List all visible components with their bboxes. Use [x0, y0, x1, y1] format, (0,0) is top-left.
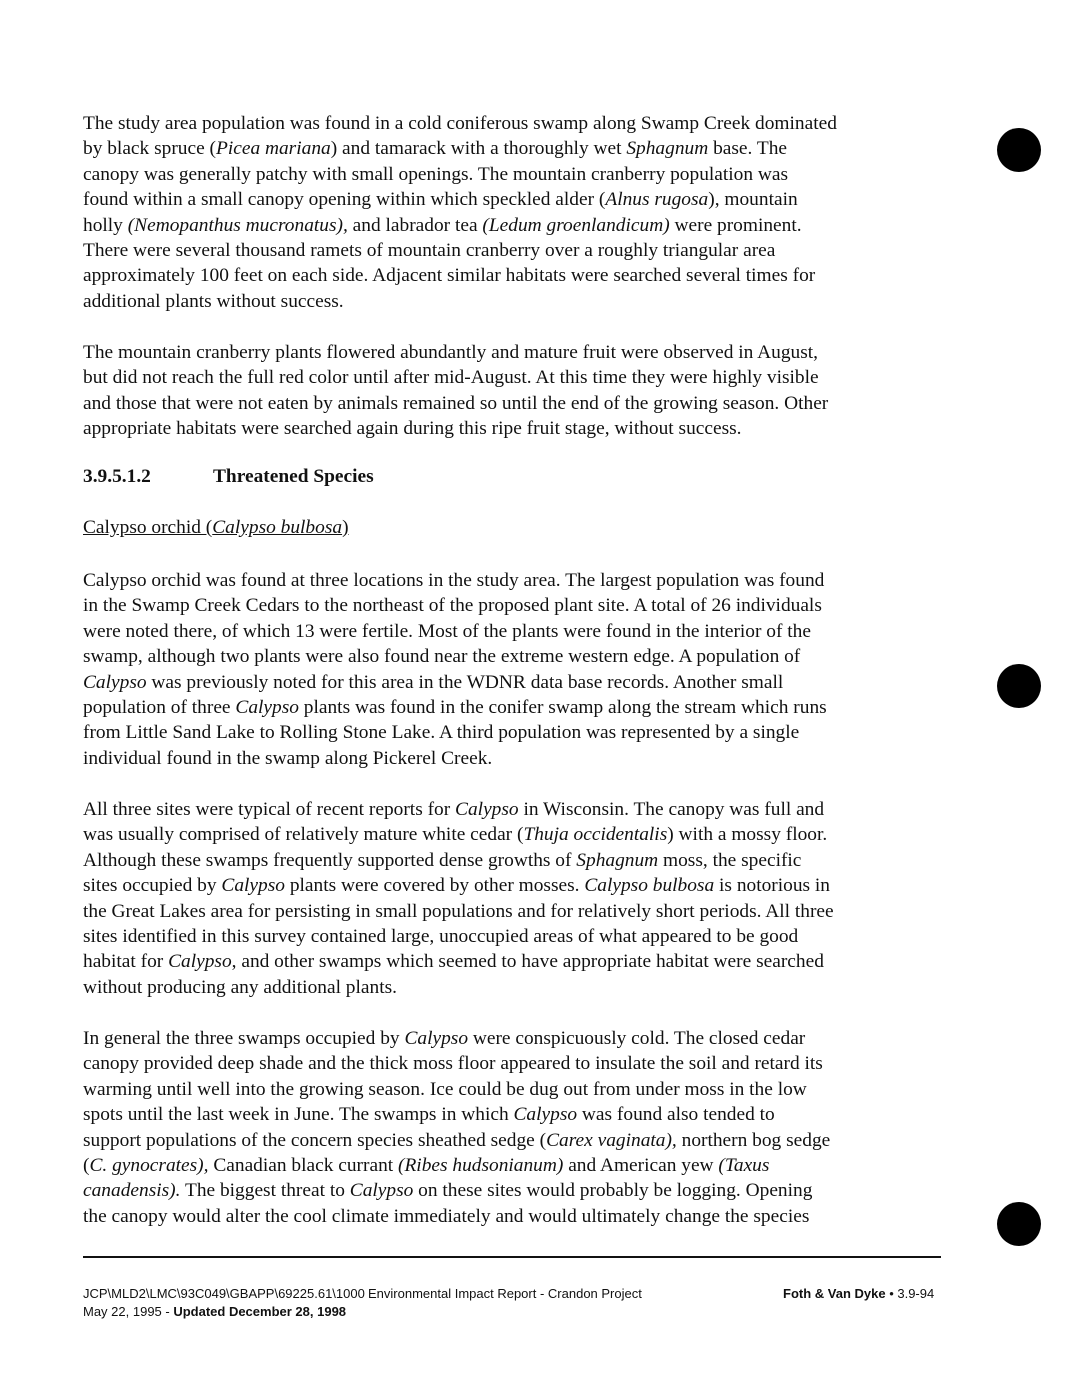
- italic-text-run: Calypso: [83, 671, 147, 693]
- text-run: ), mountain: [708, 189, 798, 211]
- text-run: population of three: [83, 697, 236, 719]
- text-run: by black spruce (: [83, 138, 216, 160]
- section-number: 3.9.5.1.2: [83, 466, 151, 487]
- text-run: and those that were not eaten by animals remained so until the end of the growing season. Other: [83, 392, 829, 414]
- text-run: canopy provided deep shade and the thick moss floor appeared to insulate the soil and retard its: [83, 1053, 823, 1075]
- text-line: [83, 1128, 923, 1153]
- text-run: , and other swamps which seemed to have appropriate habitat were searched: [231, 951, 824, 973]
- punch-hole-middle: [997, 664, 1041, 708]
- text-line: [83, 1077, 923, 1102]
- text-line: [83, 848, 923, 873]
- italic-text-run: Carex vaginata),: [546, 1129, 677, 1151]
- text-run: found within a small canopy opening within which speckled alder (: [83, 189, 606, 211]
- text-run: on these sites would probably be logging. Opening: [413, 1180, 813, 1202]
- text-run: were prominent.: [669, 214, 802, 236]
- text-run: plants was found in the conifer swamp along the stream which runs: [298, 697, 827, 719]
- italic-text-run: Alnus rugosa: [605, 189, 709, 211]
- footer-date-original: May 22, 1995 -: [83, 1304, 174, 1319]
- footer-file-path: JCP\MLD2\LMC\93C049\GBAPP\69225.61\1000: [83, 1286, 365, 1301]
- italic-text-run: Calypso: [349, 1180, 414, 1202]
- text-run: from Little Sand Lake to Rolling Stone Lake. A third population was represented by a single: [83, 722, 800, 744]
- text-run: The biggest threat to: [180, 1180, 350, 1202]
- text-line: [83, 187, 923, 212]
- text-line: [83, 899, 923, 924]
- text-run: Calypso orchid was found at three locations in the study area. The largest population was found: [83, 570, 825, 591]
- text-run: moss, the specific: [658, 849, 802, 871]
- text-run: is notorious in: [714, 875, 831, 897]
- italic-text-run: Picea mariana: [216, 138, 331, 160]
- text-line: [83, 1153, 923, 1178]
- text-run: northern bog sedge: [676, 1129, 831, 1151]
- text-run: plants were covered by other mosses.: [284, 875, 585, 897]
- text-line: [83, 289, 923, 314]
- subheading-suffix: ): [342, 517, 349, 538]
- text-line: [83, 391, 923, 416]
- text-run: (: [83, 1155, 90, 1177]
- text-run: The study area population was found in a cold coniferous swamp along Swamp Creek dominated: [83, 113, 837, 134]
- italic-text-run: Calypso: [235, 697, 299, 719]
- text-line: [83, 111, 923, 136]
- text-run: Although these swamps frequently supported dense growths of: [83, 849, 577, 871]
- text-run: The mountain cranberry plants flowered abundantly and mature fruit were observed in August,: [83, 342, 818, 363]
- text-run: the canopy would alter the cool climate immediately and would ultimately change the species: [83, 1205, 810, 1227]
- text-run: individual found in the swamp along Pickerel Creek.: [83, 747, 493, 769]
- italic-text-run: (Taxus: [718, 1155, 770, 1177]
- text-line: [83, 924, 923, 949]
- text-line: [83, 695, 923, 720]
- italic-text-run: Calypso: [513, 1104, 578, 1126]
- italic-text-run: (Ribes hudsonianum): [398, 1155, 564, 1177]
- text-run: There were several thousand ramets of mountain cranberry over a roughly triangular area: [83, 240, 776, 262]
- text-line: [83, 238, 923, 263]
- text-line: [83, 797, 923, 822]
- text-run: ) with a mossy floor.: [667, 824, 828, 846]
- italic-text-run: (Nemopanthus mucronatus),: [127, 214, 348, 236]
- text-run: the Great Lakes area for persisting in small populations and for relatively short periods. All three: [83, 900, 834, 922]
- text-run: were conspicuously cold. The closed cedar: [468, 1028, 806, 1049]
- text-run: was previously noted for this area in the WDNR data base records. Another small: [146, 671, 784, 693]
- italic-text-run: Thuja occidentalis: [523, 824, 668, 846]
- text-run: habitat for: [83, 951, 169, 973]
- text-run: was usually comprised of relatively mature white cedar (: [83, 824, 524, 846]
- text-line: [83, 593, 923, 618]
- text-run: ) and tamarack with a thoroughly wet: [330, 138, 627, 160]
- text-line: [83, 822, 923, 847]
- text-run: sites occupied by: [83, 875, 222, 897]
- text-run: in the Swamp Creek Cedars to the northeast of the proposed plant site. A total of 26 individuals: [83, 595, 822, 617]
- text-run: base. The: [708, 138, 788, 160]
- text-line: [83, 416, 923, 441]
- paragraph-mountain-cranberry-fruit: [83, 340, 923, 442]
- italic-text-run: Calypso bulbosa: [584, 875, 715, 897]
- italic-text-run: Calypso: [221, 875, 285, 897]
- text-line: [83, 1102, 923, 1127]
- text-line: [83, 619, 923, 644]
- text-line: [83, 873, 923, 898]
- text-run: approximately 100 feet on each side. Adjacent similar habitats were searched several times for: [83, 265, 816, 287]
- text-run: spots until the last week in June. The swamps in which: [83, 1104, 514, 1126]
- text-run: support populations of the concern species sheathed sedge (: [83, 1129, 547, 1151]
- footer-firm-name: Foth & Van Dyke: [783, 1286, 886, 1301]
- text-run: All three sites were typical of recent reports for: [83, 799, 456, 820]
- text-line: [83, 213, 923, 238]
- text-run: and American yew: [563, 1155, 719, 1177]
- text-run: in Wisconsin. The canopy was full and: [518, 799, 825, 820]
- italic-text-run: Calypso: [168, 951, 232, 973]
- footer-page-number: 3.9-94: [897, 1286, 935, 1301]
- italic-text-run: Calypso: [404, 1028, 469, 1049]
- text-line: [83, 1204, 923, 1229]
- text-line: [83, 263, 923, 288]
- footer-dates: [83, 1303, 365, 1321]
- paragraph-mountain-cranberry-habitat: [83, 111, 923, 314]
- text-run: holly: [83, 214, 128, 236]
- subheading-italic: Calypso bulbosa: [212, 517, 343, 538]
- footer-report-title: Environmental Impact Report - Crandon Project: [368, 1286, 642, 1301]
- text-run: was found also tended to: [577, 1104, 775, 1126]
- italic-text-run: C. gynocrates),: [89, 1155, 209, 1177]
- species-subheading: [83, 517, 349, 539]
- text-line: [83, 1026, 923, 1051]
- text-line: [83, 644, 923, 669]
- text-run: additional plants without success.: [83, 290, 344, 312]
- text-run: sites identified in this survey contained large, unoccupied areas of what appeared to be good: [83, 926, 799, 948]
- italic-text-run: Sphagnum: [626, 138, 709, 160]
- paragraph-calypso-swamps: [83, 1026, 923, 1229]
- text-run: without producing any additional plants.: [83, 976, 397, 998]
- italic-text-run: canadensis).: [83, 1180, 181, 1202]
- text-line: [83, 746, 923, 771]
- text-line: [83, 136, 923, 161]
- text-run: were noted there, of which 13 were fertile. Most of the plants were found in the interior of the: [83, 620, 811, 642]
- text-run: In general the three swamps occupied by: [83, 1028, 405, 1049]
- footer-date-updated: Updated December 28, 1998: [173, 1304, 347, 1319]
- footer-page-info: [783, 1285, 934, 1303]
- text-line: [83, 949, 923, 974]
- text-run: Canadian black currant: [208, 1155, 398, 1177]
- text-line: [83, 365, 923, 390]
- italic-text-run: Calypso: [455, 799, 519, 820]
- footer-bullet: •: [885, 1286, 898, 1301]
- subheading-prefix: Calypso orchid (: [83, 517, 213, 538]
- footer-divider: [83, 1256, 941, 1258]
- paragraph-calypso-locations: [83, 568, 923, 771]
- text-run: and labrador tea: [347, 214, 483, 236]
- section-title: Threatened Species: [213, 466, 374, 487]
- text-run: swamp, although two plants were also found near the extreme western edge. A population of: [83, 646, 801, 668]
- text-line: [83, 975, 923, 1000]
- text-run: appropriate habitats were searched again during this ripe fruit stage, without success.: [83, 418, 742, 440]
- text-run: warming until well into the growing season. Ice could be dug out from under moss in the low: [83, 1078, 807, 1100]
- italic-text-run: (Ledum groenlandicum): [482, 214, 670, 236]
- text-line: [83, 162, 923, 187]
- text-run: canopy was generally patchy with small openings. The mountain cranberry population was: [83, 163, 789, 185]
- italic-text-run: Sphagnum: [576, 849, 659, 871]
- text-line: [83, 340, 923, 365]
- text-line: [83, 568, 923, 593]
- footer-file-info: [83, 1285, 365, 1321]
- text-line: [83, 720, 923, 745]
- text-line: [83, 670, 923, 695]
- text-run: but did not reach the full red color until after mid-August. At this time they were highly visible: [83, 367, 819, 389]
- punch-hole-bottom: [997, 1202, 1041, 1246]
- paragraph-calypso-sites: [83, 797, 923, 1000]
- text-line: [83, 1051, 923, 1076]
- punch-hole-top: [997, 128, 1041, 172]
- text-line: [83, 1178, 923, 1203]
